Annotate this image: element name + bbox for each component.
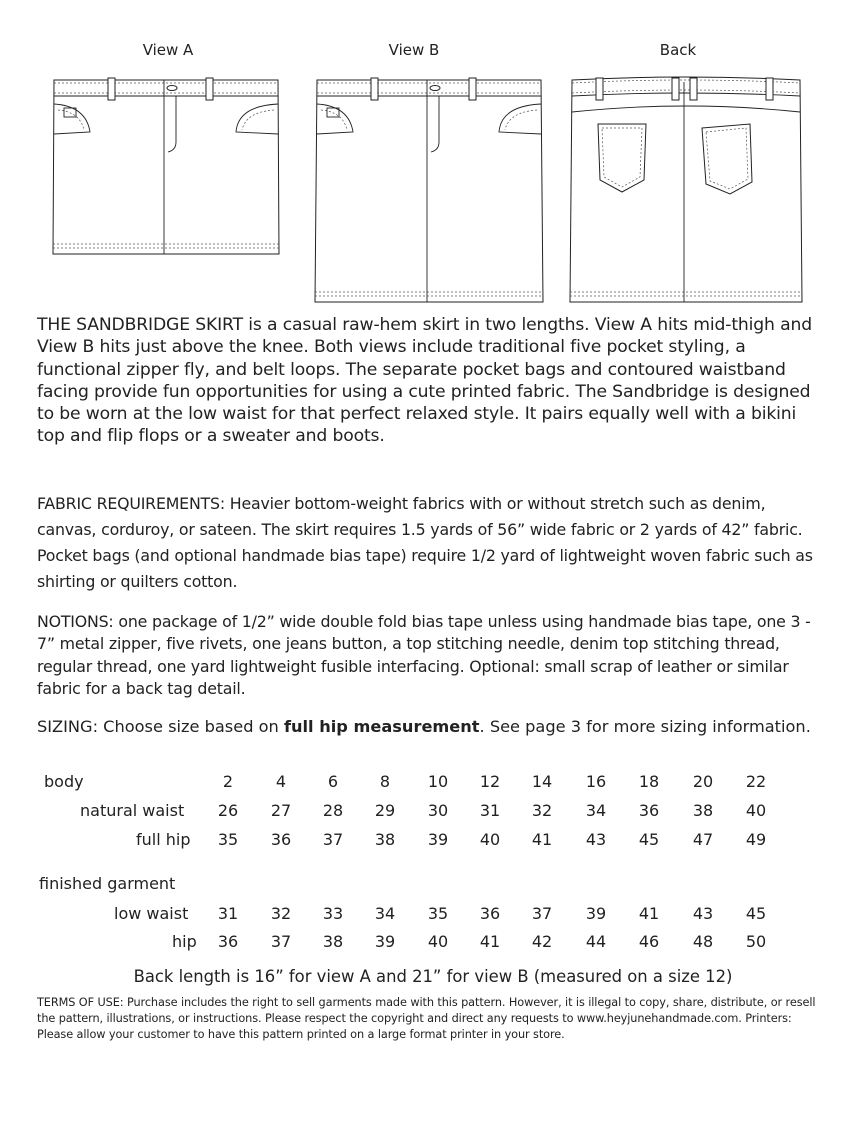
table-row-body <box>0 772 856 800</box>
table-cell: 16 <box>585 772 607 791</box>
sizing-paragraph <box>37 716 827 738</box>
fabric-requirements: FABRIC REQUIREMENTS: Heavier bottom-weight fabrics with or without stretch such as denim, canvas, corduroy, or sateen. The skirt requires 1.5 yards of 56” wide fabric or 2 yards of 42” fabric. Pocket bags (and optional handmade bias tape) require 1/2 yard of lightweight woven fabric such as shirting or quilters cotton. <box>37 494 813 591</box>
table-row-full-hip <box>0 830 856 858</box>
table-cell: 34 <box>585 801 607 820</box>
table-cell: 33 <box>322 904 344 923</box>
sizing-prefix: SIZING: Choose size based on <box>37 717 284 736</box>
view-b-skirt-illustration <box>313 74 545 306</box>
table-cell: 40 <box>427 932 449 951</box>
view-a-label: View A <box>142 41 194 59</box>
table-cell: 12 <box>479 772 501 791</box>
table-cell: 46 <box>638 932 660 951</box>
table-cell: 36 <box>217 932 239 951</box>
table-cell: 41 <box>531 830 553 849</box>
table-cell: 41 <box>638 904 660 923</box>
table-cell: 32 <box>531 801 553 820</box>
table-cell: 29 <box>374 801 396 820</box>
table-cell: 40 <box>745 801 767 820</box>
table-cell: 2 <box>222 772 234 791</box>
table-cell: 41 <box>479 932 501 951</box>
table-cell: 47 <box>692 830 714 849</box>
table-cell: 34 <box>374 904 396 923</box>
full-hip-label: full hip <box>136 830 191 849</box>
body-label: body <box>44 772 84 791</box>
table-cell: 37 <box>322 830 344 849</box>
sizing-suffix: . See page 3 for more sizing information. <box>479 717 811 736</box>
table-cell: 31 <box>479 801 501 820</box>
table-cell: 10 <box>427 772 449 791</box>
table-cell: 39 <box>585 904 607 923</box>
natural-waist-label: natural waist <box>80 801 185 820</box>
view-a-skirt-illustration <box>50 74 282 258</box>
table-cell: 43 <box>692 904 714 923</box>
table-cell: 32 <box>270 904 292 923</box>
hip-label: hip <box>172 932 197 951</box>
table-cell: 36 <box>479 904 501 923</box>
finished-garment-heading: finished garment <box>39 874 176 893</box>
table-cell: 18 <box>638 772 660 791</box>
table-cell: 31 <box>217 904 239 923</box>
back-view-label: Back <box>659 41 697 59</box>
table-cell: 30 <box>427 801 449 820</box>
table-cell: 37 <box>531 904 553 923</box>
table-cell: 49 <box>745 830 767 849</box>
notions-paragraph: NOTIONS: one package of 1/2” wide double fold bias tape unless using handmade bias tape, one 3 - 7” metal zipper, five rivets, one jeans button, a top stitching needle, denim top stitching thread, regular thread, one yard lightweight fusible interfacing. Optional: small scrap of leather or similar fabric for a back tag detail. <box>37 612 811 698</box>
table-cell: 26 <box>217 801 239 820</box>
view-b-label: View B <box>388 41 440 59</box>
table-cell: 45 <box>638 830 660 849</box>
table-cell: 6 <box>327 772 339 791</box>
table-cell: 48 <box>692 932 714 951</box>
table-row-low-waist <box>0 904 856 932</box>
table-cell: 20 <box>692 772 714 791</box>
back-length-note: Back length is 16” for view A and 21” for view B (measured on a size 12) <box>133 967 733 986</box>
table-cell: 8 <box>379 772 391 791</box>
table-cell: 27 <box>270 801 292 820</box>
table-cell: 43 <box>585 830 607 849</box>
table-cell: 40 <box>479 830 501 849</box>
table-cell: 38 <box>374 830 396 849</box>
table-cell: 42 <box>531 932 553 951</box>
table-cell: 28 <box>322 801 344 820</box>
table-cell: 44 <box>585 932 607 951</box>
table-cell: 37 <box>270 932 292 951</box>
table-cell: 45 <box>745 904 767 923</box>
table-cell: 38 <box>692 801 714 820</box>
back-skirt-illustration <box>566 74 806 306</box>
table-cell: 50 <box>745 932 767 951</box>
table-cell: 22 <box>745 772 767 791</box>
terms-of-use: TERMS OF USE: Purchase includes the right to sell garments made with this pattern. However, it is illegal to copy, share, distribute, or resell the pattern, illustrations, or instructions. Please respect the copyright and direct any requests to www.heyjunehandmade.com. Printers: Please allow your customer to have this pattern printed on a large format printer in your store. <box>37 996 816 1041</box>
table-cell: 36 <box>270 830 292 849</box>
table-cell: 35 <box>427 904 449 923</box>
table-row-natural-waist <box>0 801 856 829</box>
table-cell: 39 <box>374 932 396 951</box>
low-waist-label: low waist <box>114 904 189 923</box>
table-cell: 14 <box>531 772 553 791</box>
table-cell: 4 <box>275 772 287 791</box>
sizing-bold: full hip measurement <box>283 717 480 736</box>
table-cell: 36 <box>638 801 660 820</box>
table-row-hip <box>0 932 856 960</box>
table-cell: 38 <box>322 932 344 951</box>
table-cell: 39 <box>427 830 449 849</box>
table-cell: 35 <box>217 830 239 849</box>
intro-paragraph: THE SANDBRIDGE SKIRT is a casual raw-hem skirt in two lengths. View A hits mid-thigh and View B hits just above the knee. Both views include traditional five pocket styling, a functional zipper fly, and belt loops. The separate pocket bags and contoured waistband facing provide fun opportunities for using a cute printed fabric. The Sandbridge is designed to be worn at the low waist for that perfect relaxed style. It pairs equally well with a bikini top and flip flops or a sweater and boots. <box>37 315 812 447</box>
